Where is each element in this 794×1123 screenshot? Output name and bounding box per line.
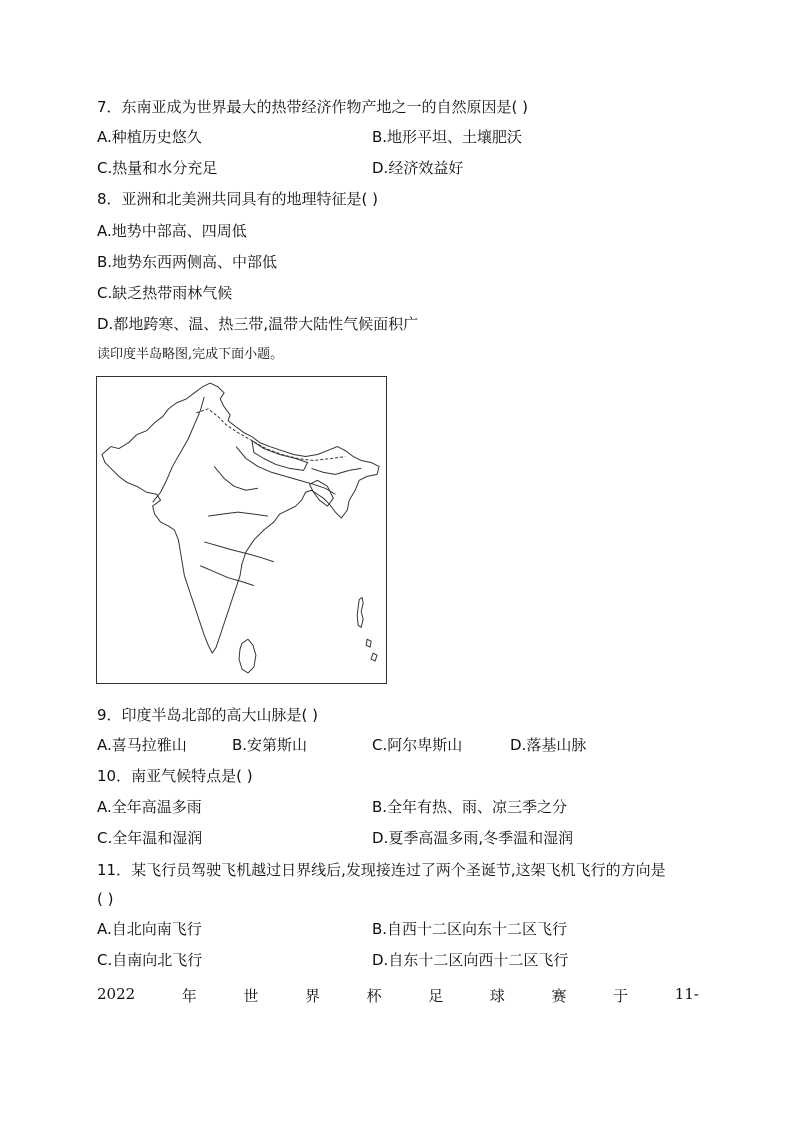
q12-word: 足 [428, 987, 444, 1005]
india-map-svg [97, 377, 386, 683]
sri-lanka [239, 639, 256, 673]
q12-word: 于 [613, 987, 629, 1005]
godavari-river [204, 542, 274, 562]
peninsula-outline [102, 383, 379, 653]
narmada-river [208, 512, 268, 516]
q11-option-c: C.自南向北飞行 [97, 951, 203, 969]
q8-option-b: B.地势东西两侧高、中部低 [97, 253, 278, 271]
q8-option-d: D.都地跨寒、温、热三带,温带大陆性气候面积广 [97, 315, 419, 333]
nicobar-islands [366, 639, 377, 661]
q12-word: 年 [181, 987, 197, 1005]
q12-word: 球 [489, 987, 505, 1005]
q8-option-c: C.缺乏热带雨林气候 [97, 284, 233, 302]
q10-stem: 10．南亚气候特点是( ) [97, 767, 253, 785]
q11-option-b: B.自西十二区向东十二区飞行 [372, 920, 568, 938]
q12-word: 11- [674, 985, 699, 1003]
q11-option-a: A.自北向南飞行 [97, 920, 202, 938]
q12-word: 杯 [366, 987, 382, 1005]
q11-option-d: D.自东十二区向西十二区飞行 [372, 951, 569, 969]
q7-option-c: C.热量和水分充足 [97, 159, 218, 177]
india-peninsula-map [96, 376, 387, 684]
q9-option-a: A.喜马拉雅山 [97, 736, 187, 754]
q12-word: 世 [243, 987, 259, 1005]
q8-stem: 8．亚洲和北美洲共同具有的地理特征是( ) [97, 190, 379, 208]
brahmaputra-river [312, 468, 362, 474]
q7-stem: 7．东南亚成为世界最大的热带经济作物产地之一的自然原因是( ) [97, 98, 529, 116]
q10-option-b: B.全年有热、雨、凉三季之分 [372, 798, 568, 816]
q10-option-c: C.全年温和湿润 [97, 829, 203, 847]
q7-option-a: A.种植历史悠久 [97, 128, 202, 146]
q9-option-c: C.阿尔卑斯山 [372, 736, 463, 754]
andaman-islands [357, 598, 363, 628]
q9-option-b: B.安第斯山 [232, 736, 308, 754]
krishna-river [200, 566, 254, 586]
map-intro-text: 读印度半岛略图,完成下面小题。 [97, 347, 284, 362]
q11-stem: 11．某飞行员驾驶飞机越过日界线后,发现接连过了两个圣诞节,这架飞机飞行的方向是 [97, 861, 666, 879]
q9-option-d: D.落基山脉 [510, 736, 587, 754]
river-3 [214, 466, 258, 490]
q12-word: 界 [305, 987, 321, 1005]
q11-stem-continued: ( ) [97, 890, 114, 908]
q8-option-a: A.地势中部高、四周低 [97, 222, 247, 240]
q12-start-line [97, 985, 699, 1006]
q7-option-d: D.经济效益好 [372, 159, 464, 177]
q12-word: 2022 [97, 985, 136, 1003]
q10-option-a: A.全年高温多雨 [97, 798, 202, 816]
q9-stem: 9．印度半岛北部的高大山脉是( ) [97, 706, 319, 724]
q10-option-d: D.夏季高温多雨,冬季温和湿润 [372, 829, 574, 847]
q7-option-b: B.地形平坦、土壤肥沃 [372, 128, 523, 146]
q12-word: 赛 [551, 987, 567, 1005]
